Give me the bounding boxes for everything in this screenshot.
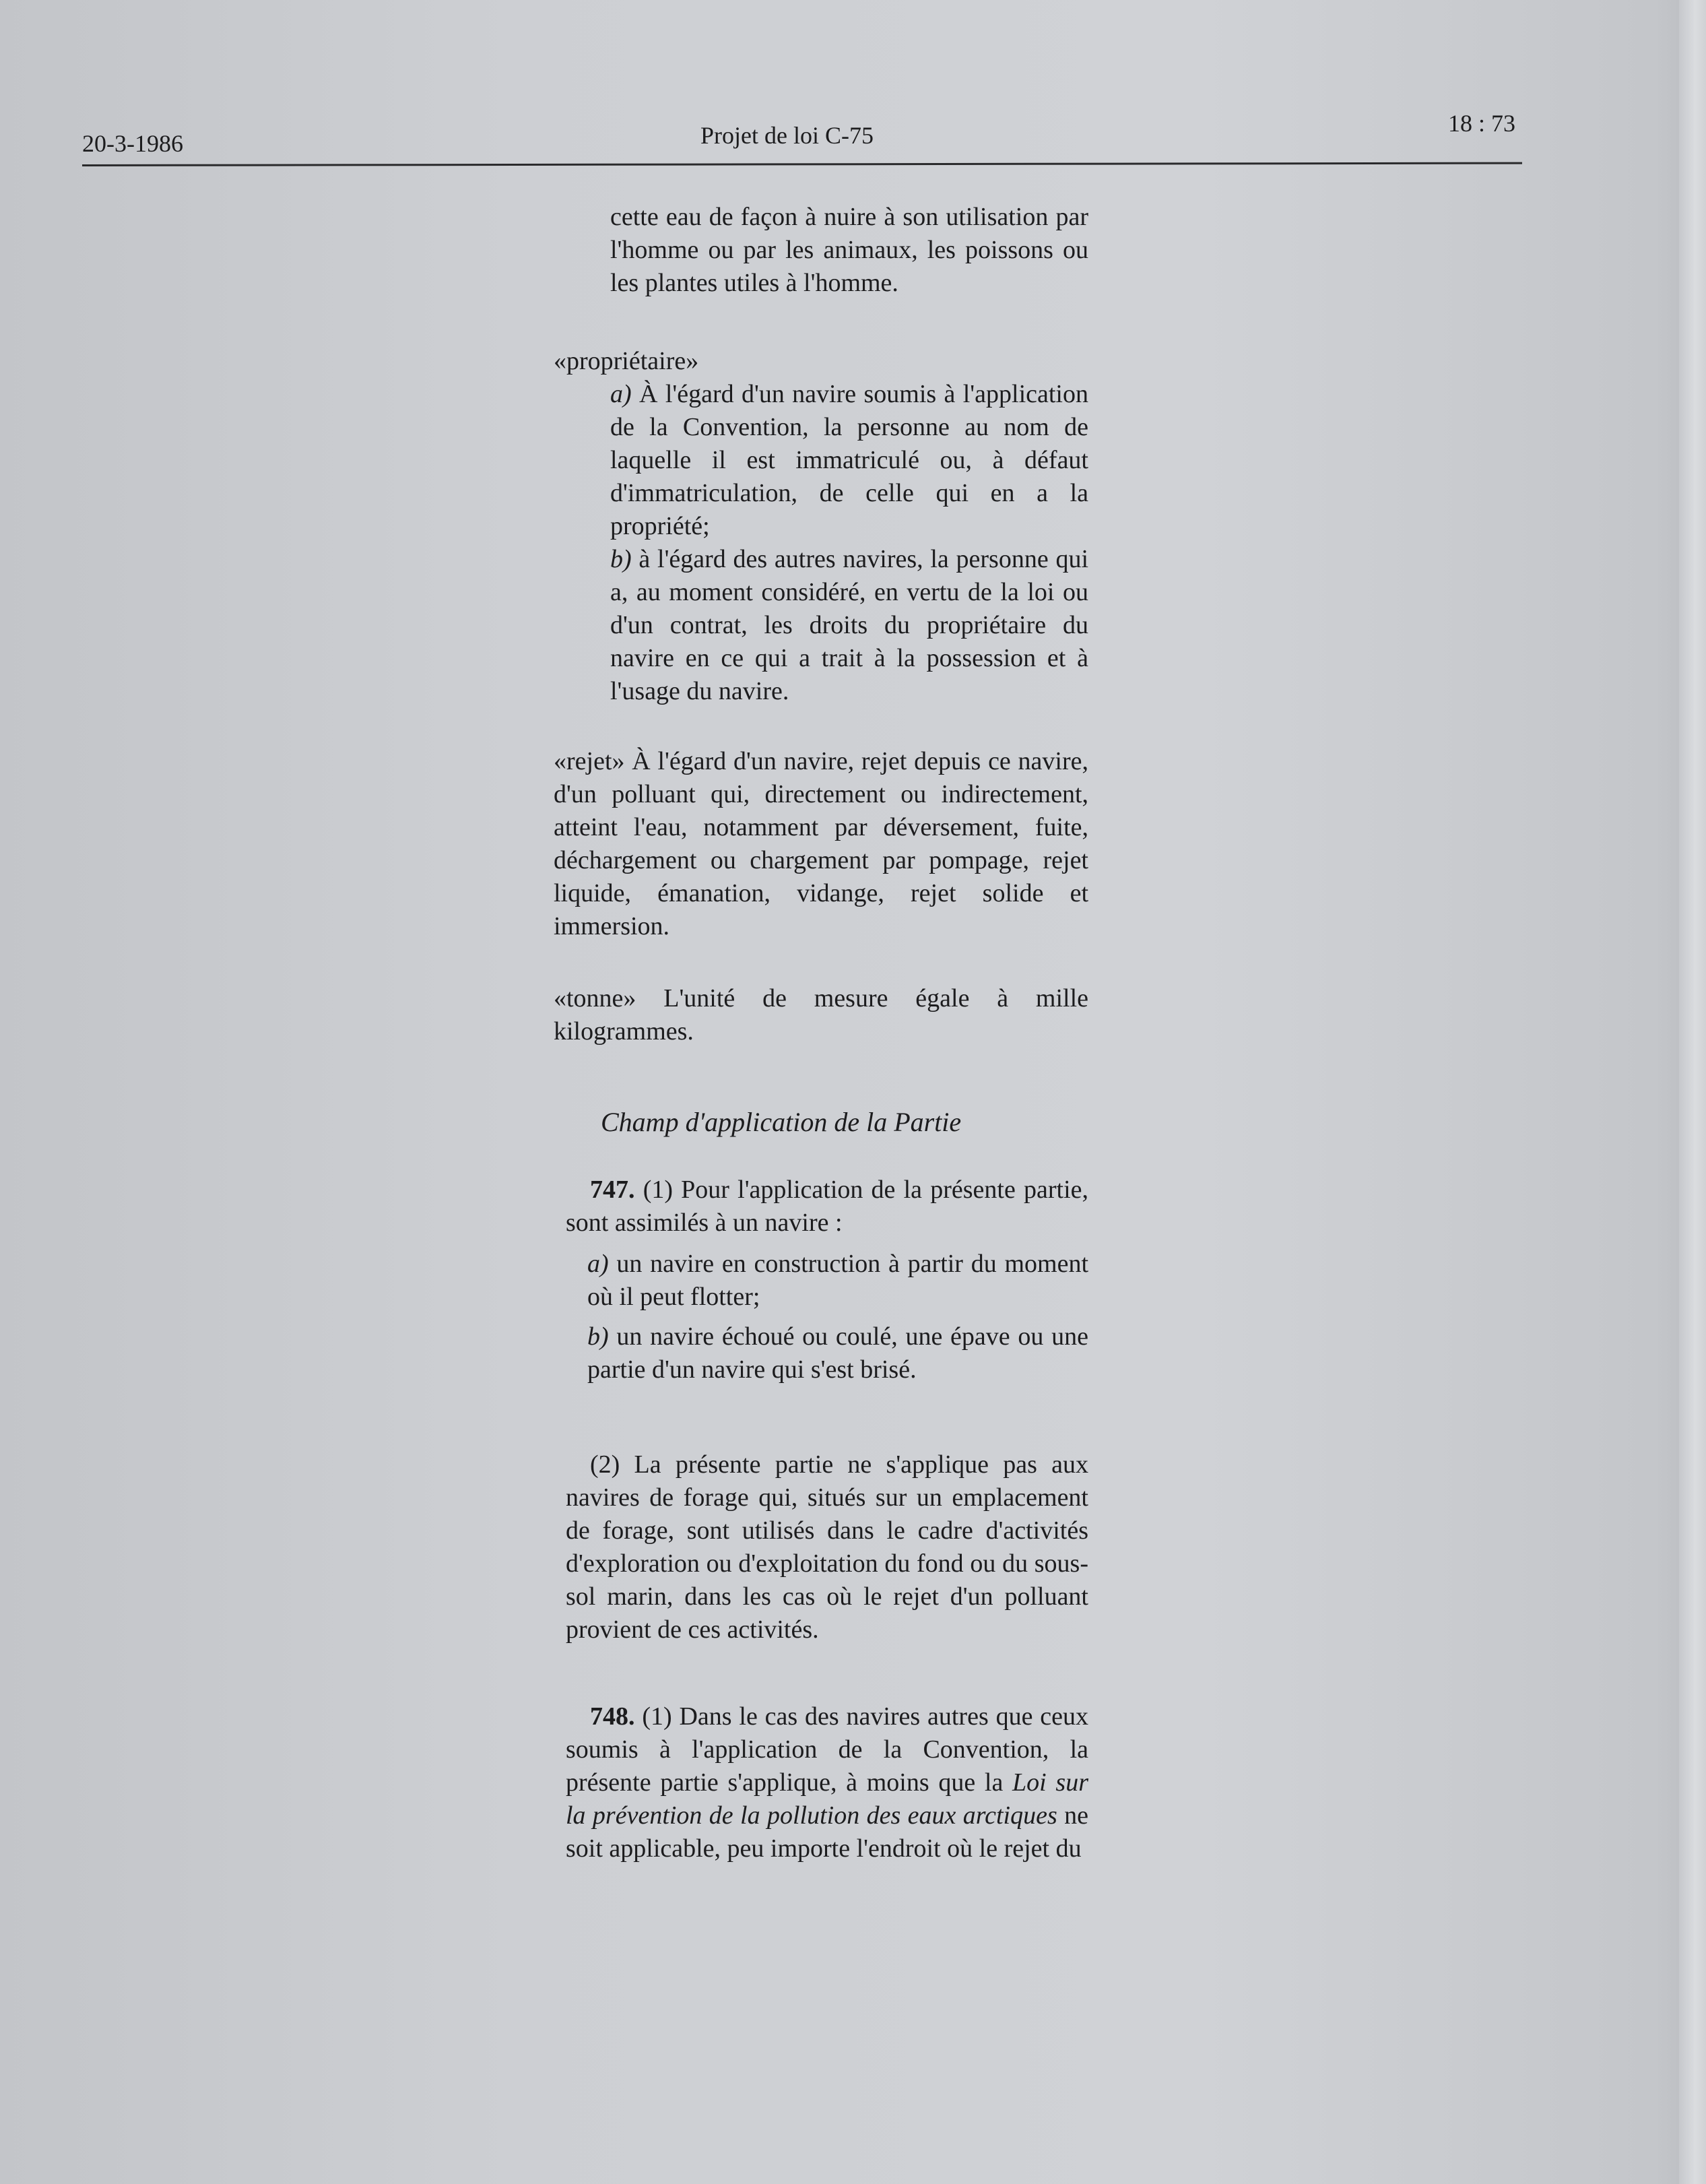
section-heading: Champ d'application de la Partie: [601, 1107, 962, 1137]
page-edge: [1679, 0, 1706, 2184]
header-date: 20-3-1986: [82, 130, 183, 157]
definition-proprietaire-a: [610, 378, 1088, 543]
definition-term: «propriétaire»: [554, 347, 699, 375]
definition-rejet: [554, 745, 1088, 943]
item-text: un navire échoué ou coulé, une épave ou une partie d'un navire qui s'est brisé.: [587, 1322, 1089, 1384]
item-label: b): [610, 545, 632, 573]
definition-term: «rejet»: [554, 747, 625, 775]
item-label: a): [610, 380, 632, 408]
item-label: b): [587, 1322, 609, 1351]
definition-proprietaire-b: [610, 543, 1088, 708]
definition-term: «tonne»: [554, 984, 636, 1013]
definition-text: À l'égard d'un navire, rejet depuis ce navire, d'un polluant qui, directement ou indirectement, atteint l'eau, notamment par déversement, fuite, déchargement ou chargement par pompage, rejet liquide, émanation, vidange, rejet solide et immersion.: [554, 747, 1089, 940]
continued-paragraph: cette eau de façon à nuire à son utilisation par l'homme ou par les animaux, les poissons ou les plantes utiles à l'homme.: [610, 203, 1088, 297]
definition-tonne: [554, 982, 1088, 1048]
section-text: (1) Dans le cas des navires autres que ceux soumis à l'application de la Convention, la présente partie s'applique, à moins que la: [566, 1702, 1088, 1797]
statute-title: Loi sur la prévention de la pollution des eaux arctiques: [566, 1768, 1088, 1830]
section-748-1: [566, 1700, 1088, 1865]
header-page-number: 18 : 73: [1448, 110, 1516, 137]
definition-text: L'unité de mesure égale à mille kilogrammes.: [554, 984, 1089, 1046]
item-text: à l'égard des autres navires, la personne qui a, au moment considéré, en vertu de la loi ou d'un contrat, les droits du propriétaire du navire en ce qui a trait à la possession et à l'usage du navire.: [610, 545, 1089, 705]
section-747-1: [566, 1174, 1088, 1240]
item-text: un navire en construction à partir du moment où il peut flotter;: [587, 1250, 1088, 1311]
header-title: Projet de loi C-75: [700, 122, 874, 149]
item-label: a): [587, 1250, 609, 1278]
header-rule: [82, 162, 1522, 166]
section-number: 748.: [590, 1702, 635, 1731]
item-text: À l'égard d'un navire soumis à l'application de la Convention, la personne au nom de laquelle il est immatriculé ou, à défaut d'immatriculation, de celle qui en a la propriété;: [610, 380, 1088, 540]
section-text: ne soit applicable, peu importe l'endroit où le rejet du: [566, 1801, 1088, 1863]
section-number: 747.: [590, 1176, 635, 1204]
section-text: (1) Pour l'application de la présente partie, sont assimilés à un navire :: [566, 1176, 1088, 1237]
section-747-a: [587, 1248, 1088, 1314]
section-747-2: (2) La présente partie ne s'applique pas aux navires de forage qui, situés sur un emplacement de forage, sont utilisés dans le cadre d'activités d'exploration ou d'exploitation du fond ou du sous-sol marin, dans les cas où le rejet d'un polluant provient de ces activités.: [566, 1450, 1088, 1644]
definition-proprietaire: [554, 345, 1088, 378]
section-747-b: [587, 1320, 1088, 1386]
